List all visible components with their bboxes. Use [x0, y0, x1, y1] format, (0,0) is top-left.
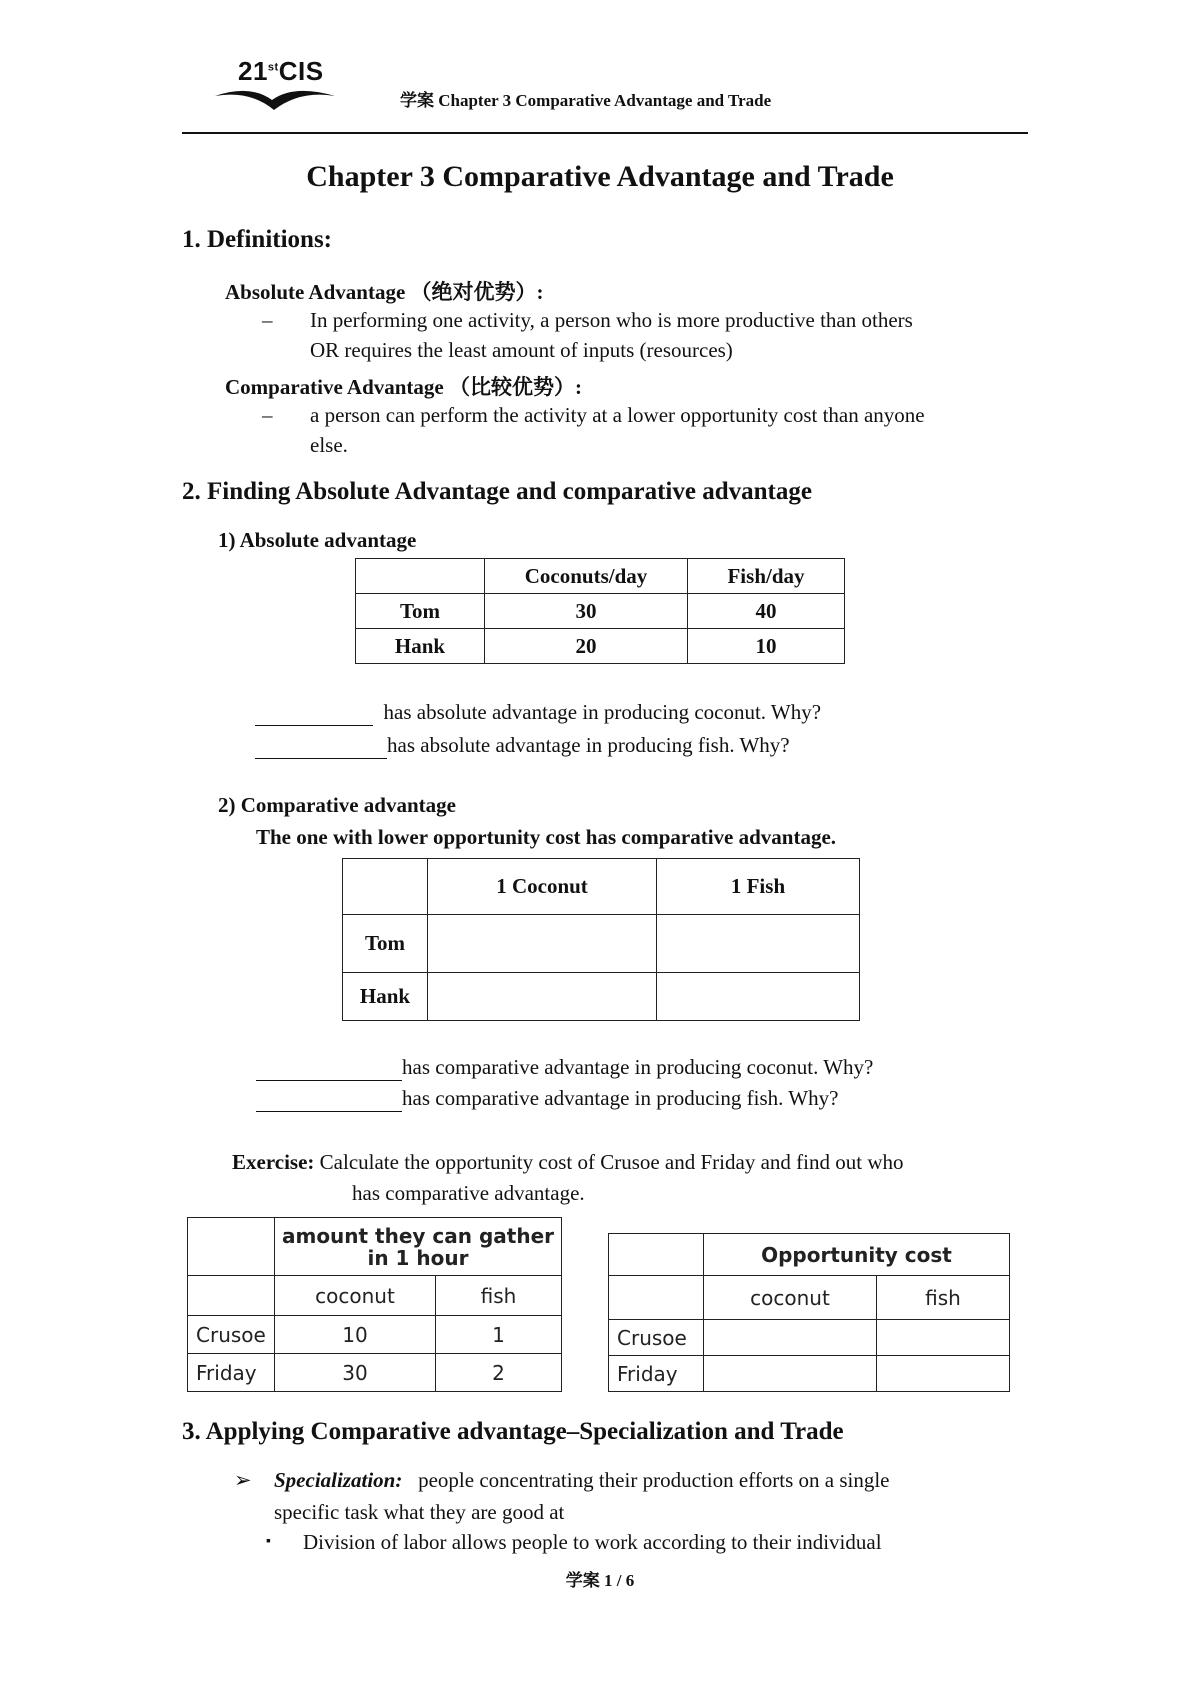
table-cell: 30 — [275, 1354, 436, 1392]
answer-cell[interactable] — [877, 1320, 1010, 1356]
row-label: Crusoe — [188, 1316, 275, 1354]
comparative-advantage-subheading: 2) Comparative advantage — [218, 793, 456, 817]
header-rule — [182, 132, 1028, 134]
logo-text: 21stCIS — [238, 56, 324, 86]
row-label: Friday — [188, 1354, 275, 1392]
row-label: Hank — [356, 629, 485, 664]
exercise-line-2: has comparative advantage. — [352, 1181, 585, 1205]
table-row — [343, 915, 860, 973]
table-header-cell: Fish/day — [688, 559, 845, 594]
specialization-term: Specialization: — [274, 1468, 403, 1492]
section-2-heading: 2. Finding Absolute Advantage and comparative advantage — [182, 478, 812, 505]
absolute-advantage-subheading: 1) Absolute advantage — [218, 528, 417, 552]
table-header-row — [188, 1218, 562, 1276]
table-cell — [356, 559, 485, 594]
answer-blank[interactable] — [256, 1086, 402, 1112]
question-abs-coconut: has absolute advantage in producing coconut. Why? — [255, 700, 821, 726]
section-1-heading: 1. Definitions: — [182, 226, 332, 253]
row-label: Hank — [343, 973, 428, 1021]
table-cell — [188, 1218, 275, 1276]
logo-wings-icon — [210, 56, 340, 110]
absolute-advantage-table — [355, 558, 845, 664]
table-cell — [609, 1234, 704, 1276]
page-title: Chapter 3 Comparative Advantage and Trade — [306, 160, 894, 193]
comparative-advantage-note: The one with lower opportunity cost has comparative advantage. — [256, 825, 837, 849]
table-cell: 30 — [485, 594, 688, 629]
row-label: Crusoe — [609, 1320, 704, 1356]
absolute-advantage-term: Absolute Advantage （绝对优势）: — [225, 280, 544, 304]
specialization-line-1: Specialization: people concentrating their production efforts on a single — [274, 1468, 890, 1492]
answer-cell[interactable] — [704, 1356, 877, 1392]
table-row — [609, 1356, 1010, 1392]
doc-header-label: 学案 Chapter 3 Comparative Advantage and Trade — [400, 91, 772, 110]
row-label: Tom — [343, 915, 428, 973]
table-header-cell: fish — [877, 1276, 1010, 1320]
table-header-row — [343, 859, 860, 915]
table-header-cell: coconut — [275, 1276, 436, 1316]
answer-blank[interactable] — [255, 733, 387, 759]
abs-def-line-1: In performing one activity, a person who is more productive than others — [310, 308, 913, 332]
answer-cell[interactable] — [704, 1320, 877, 1356]
table-row — [188, 1316, 562, 1354]
answer-cell[interactable] — [657, 915, 860, 973]
table-header-row — [356, 559, 845, 594]
square-bullet-icon: ▪ — [266, 1534, 271, 1549]
table-row — [609, 1320, 1010, 1356]
specialization-line-2: specific task what they are good at — [274, 1500, 565, 1524]
table-header-cell: 1 Fish — [657, 859, 860, 915]
comparative-advantage-table — [342, 858, 860, 1021]
answer-blank[interactable] — [256, 1055, 402, 1081]
table-cell: 2 — [436, 1354, 562, 1392]
answer-cell[interactable] — [428, 973, 657, 1021]
exercise-label: Exercise: — [232, 1150, 315, 1174]
table-cell: 1 — [436, 1316, 562, 1354]
answer-cell[interactable] — [428, 915, 657, 973]
question-abs-fish: has absolute advantage in producing fish. Why? — [255, 733, 790, 759]
dash-marker: – — [262, 308, 273, 332]
table-title-cell: Opportunity cost — [704, 1234, 1010, 1276]
table-cell: 40 — [688, 594, 845, 629]
table-row — [343, 973, 860, 1021]
abs-def-line-2: OR requires the least amount of inputs (resources) — [310, 338, 733, 362]
table-header-cell: 1 Coconut — [428, 859, 657, 915]
school-logo — [210, 56, 340, 110]
bullet-arrow-icon: ➢ — [234, 1468, 252, 1492]
section-3-heading: 3. Applying Comparative advantage–Specialization and Trade — [182, 1418, 844, 1445]
table-header-cell: Coconuts/day — [485, 559, 688, 594]
question-comp-fish: has comparative advantage in producing fish. Why? — [256, 1086, 838, 1112]
gather-amount-table — [187, 1217, 562, 1392]
table-header-row — [188, 1276, 562, 1316]
table-cell: 10 — [275, 1316, 436, 1354]
question-comp-coconut: has comparative advantage in producing coconut. Why? — [256, 1055, 873, 1081]
comp-def-line-2: else. — [310, 433, 348, 457]
table-cell: 10 — [688, 629, 845, 664]
table-header-row — [609, 1276, 1010, 1320]
table-header-row — [609, 1234, 1010, 1276]
table-row — [188, 1354, 562, 1392]
table-cell — [609, 1276, 704, 1320]
table-row — [356, 594, 845, 629]
comparative-advantage-term: Comparative Advantage （比较优势）: — [225, 375, 582, 399]
opportunity-cost-table — [608, 1233, 1010, 1392]
answer-cell[interactable] — [877, 1356, 1010, 1392]
table-title-cell: amount they can gather in 1 hour — [275, 1218, 562, 1276]
row-label: Tom — [356, 594, 485, 629]
table-header-cell: coconut — [704, 1276, 877, 1320]
comp-def-line-1: a person can perform the activity at a lower opportunity cost than anyone — [310, 403, 925, 427]
row-label: Friday — [609, 1356, 704, 1392]
answer-blank[interactable] — [255, 700, 373, 726]
table-cell: 20 — [485, 629, 688, 664]
table-row — [356, 629, 845, 664]
table-header-cell: fish — [436, 1276, 562, 1316]
table-cell — [188, 1276, 275, 1316]
dash-marker: – — [262, 403, 273, 427]
answer-cell[interactable] — [657, 973, 860, 1021]
page-footer: 学案 1 / 6 — [565, 1571, 635, 1590]
table-cell — [343, 859, 428, 915]
exercise-line-1: Exercise: Calculate the opportunity cost of Crusoe and Friday and find out who — [232, 1150, 904, 1174]
division-of-labor-line: Division of labor allows people to work according to their individual — [303, 1530, 882, 1554]
